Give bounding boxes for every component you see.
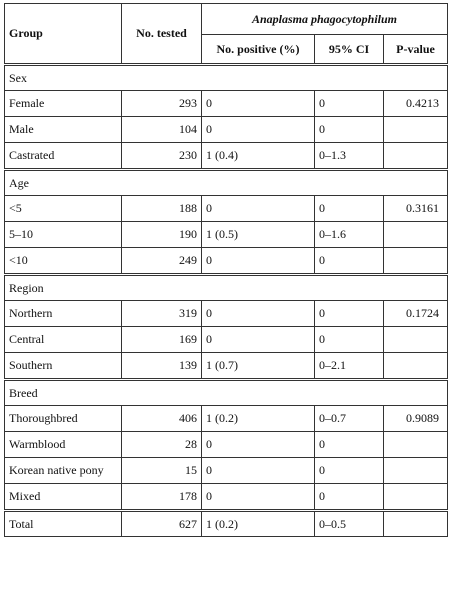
row-tested: 169: [122, 327, 202, 353]
header-no-positive: No. positive (%): [202, 35, 315, 65]
total-row: [5, 511, 448, 537]
row-group: Castrated: [5, 143, 122, 170]
row-ci: 0: [315, 117, 384, 143]
row-tested: 293: [122, 91, 202, 117]
total-group: Total: [5, 511, 122, 537]
row-tested: 249: [122, 248, 202, 275]
total-tested: 627: [122, 511, 202, 537]
header-no-tested: No. tested: [122, 4, 202, 65]
row-ci: 0–1.6: [315, 222, 384, 248]
row-p-value: 0.3161: [384, 196, 448, 222]
row-tested: 188: [122, 196, 202, 222]
row-ci: 0: [315, 484, 384, 511]
row-group: <10: [5, 248, 122, 275]
row-p-value: [384, 117, 448, 143]
row-positive: 0: [202, 432, 315, 458]
table-row: [5, 484, 448, 511]
table-body: [5, 65, 448, 537]
row-p-value: [384, 458, 448, 484]
row-tested: 230: [122, 143, 202, 170]
header-pathogen: Anaplasma phagocytophilum: [202, 4, 448, 35]
row-group: Male: [5, 117, 122, 143]
total-p-value: [384, 511, 448, 537]
row-group: 5–10: [5, 222, 122, 248]
table-row: [5, 248, 448, 275]
row-p-value: [384, 353, 448, 380]
row-tested: 104: [122, 117, 202, 143]
section-title: Age: [5, 170, 448, 196]
row-p-value: 0.9089: [384, 406, 448, 432]
row-ci: 0: [315, 327, 384, 353]
row-group: Northern: [5, 301, 122, 327]
table-row: [5, 353, 448, 380]
row-p-value: [384, 222, 448, 248]
table-row: [5, 432, 448, 458]
row-group: Korean native pony: [5, 458, 122, 484]
row-ci: 0: [315, 432, 384, 458]
table-row: [5, 117, 448, 143]
row-ci: 0: [315, 196, 384, 222]
total-ci: 0–0.5: [315, 511, 384, 537]
row-p-value: [384, 432, 448, 458]
row-ci: 0: [315, 248, 384, 275]
row-positive: 1 (0.2): [202, 406, 315, 432]
row-ci: 0: [315, 301, 384, 327]
row-tested: 28: [122, 432, 202, 458]
row-ci: 0–2.1: [315, 353, 384, 380]
total-positive: 1 (0.2): [202, 511, 315, 537]
row-positive: 0: [202, 301, 315, 327]
section-title: Sex: [5, 65, 448, 91]
row-tested: 190: [122, 222, 202, 248]
row-group: Warmblood: [5, 432, 122, 458]
table-row: [5, 196, 448, 222]
row-positive: 0: [202, 117, 315, 143]
row-p-value: [384, 484, 448, 511]
row-ci: 0–0.7: [315, 406, 384, 432]
table-row: [5, 406, 448, 432]
row-positive: 0: [202, 484, 315, 511]
row-positive: 0: [202, 327, 315, 353]
row-group: Mixed: [5, 484, 122, 511]
table-row: [5, 222, 448, 248]
row-tested: 178: [122, 484, 202, 511]
row-p-value: 0.4213: [384, 91, 448, 117]
row-p-value: [384, 248, 448, 275]
row-ci: 0: [315, 91, 384, 117]
row-positive: 1 (0.5): [202, 222, 315, 248]
section-title: Region: [5, 275, 448, 301]
row-group: <5: [5, 196, 122, 222]
row-ci: 0–1.3: [315, 143, 384, 170]
table-row: [5, 327, 448, 353]
row-p-value: 0.1724: [384, 301, 448, 327]
header-group: Group: [5, 4, 122, 65]
section-header-row: [5, 380, 448, 406]
header-ci: 95% CI: [315, 35, 384, 65]
row-tested: 406: [122, 406, 202, 432]
section-header-row: [5, 275, 448, 301]
row-tested: 15: [122, 458, 202, 484]
row-positive: 0: [202, 458, 315, 484]
table-row: [5, 301, 448, 327]
table-row: [5, 91, 448, 117]
section-header-row: [5, 65, 448, 91]
row-positive: 0: [202, 196, 315, 222]
row-group: Southern: [5, 353, 122, 380]
table-row: [5, 458, 448, 484]
row-p-value: [384, 327, 448, 353]
results-table: [4, 3, 448, 537]
header-row-top: [5, 4, 448, 35]
row-p-value: [384, 143, 448, 170]
row-tested: 139: [122, 353, 202, 380]
row-group: Thoroughbred: [5, 406, 122, 432]
table-row: [5, 143, 448, 170]
row-positive: 0: [202, 91, 315, 117]
row-ci: 0: [315, 458, 384, 484]
row-tested: 319: [122, 301, 202, 327]
row-group: Female: [5, 91, 122, 117]
row-group: Central: [5, 327, 122, 353]
row-positive: 1 (0.4): [202, 143, 315, 170]
row-positive: 1 (0.7): [202, 353, 315, 380]
header-p-value: P-value: [384, 35, 448, 65]
section-title: Breed: [5, 380, 448, 406]
row-positive: 0: [202, 248, 315, 275]
section-header-row: [5, 170, 448, 196]
